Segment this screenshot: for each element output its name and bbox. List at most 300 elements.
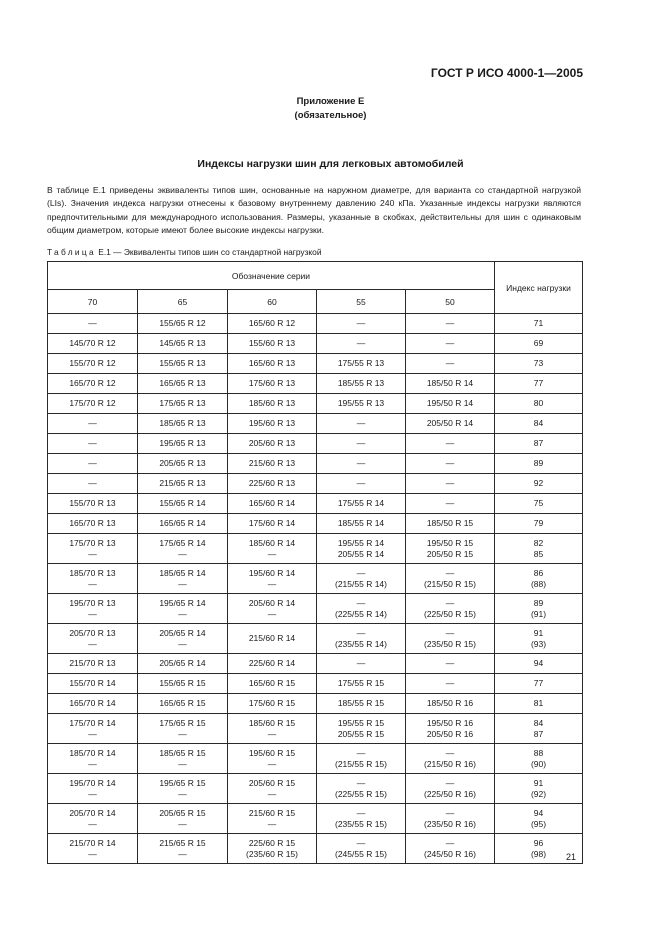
tire-size-cell	[317, 714, 406, 744]
cell-line: 84	[533, 717, 544, 728]
table-row	[48, 354, 583, 374]
cell-line: 175/70 R 13	[69, 537, 116, 548]
tire-size-cell	[317, 394, 406, 414]
cell-line: 165/65 R 14	[159, 518, 206, 528]
tire-size-cell	[228, 654, 317, 674]
table-caption-prefix: Таблица	[47, 247, 96, 257]
load-index-cell	[495, 654, 583, 674]
cell-line: —	[445, 777, 455, 788]
cell-line: 185/55 R 15	[337, 698, 385, 708]
tire-size-cell	[138, 774, 228, 804]
cell-line: (215/50 R 16)	[424, 758, 476, 769]
table-row	[48, 534, 583, 564]
tire-size-cell	[138, 654, 228, 674]
cell-line: —	[88, 638, 97, 649]
tire-size-cell	[406, 654, 495, 674]
tire-size-cell	[228, 474, 317, 494]
cell-line: —	[445, 498, 455, 508]
table-row	[48, 314, 583, 334]
page-number: 21	[565, 852, 576, 862]
load-index-cell	[495, 804, 583, 834]
cell-line: 195/55 R 15	[337, 717, 385, 728]
cell-line: —	[445, 318, 455, 328]
tire-size-cell	[48, 514, 138, 534]
table-row	[48, 374, 583, 394]
load-index-cell	[495, 744, 583, 774]
tire-size-cell	[138, 474, 228, 494]
cell-line: (235/60 R 15)	[246, 848, 298, 859]
cell-line: 155/60 R 13	[248, 338, 296, 348]
tire-size-cell	[406, 714, 495, 744]
load-index-cell	[495, 474, 583, 494]
load-index-cell	[495, 334, 583, 354]
tire-size-cell	[228, 454, 317, 474]
tire-size-cell	[406, 454, 495, 474]
cell-line: 155/70 R 12	[69, 358, 116, 368]
cell-line: —	[88, 458, 97, 468]
cell-line: (235/50 R 16)	[424, 818, 476, 829]
tire-size-cell	[406, 674, 495, 694]
tire-size-cell	[228, 834, 317, 864]
cell-line: 155/65 R 12	[159, 318, 206, 328]
cell-line: 195/50 R 14	[426, 398, 474, 408]
cell-line: 205/60 R 13	[248, 438, 296, 448]
intro-paragraph: В таблице Е.1 приведены эквиваленты типов шин, основанные на наружном диаметре, для варианта со стандартной нагрузкой (LIs). Значения индекса нагрузки отнесены к базовому внутреннему давлению 240 кПа. Указанные индексы нагрузки являются предпочтительными для международного использования. Размеры, указанные в скобках, действительны для шин с одинаковым общим диаметром, которые имеют более высокие индексы нагрузки.	[47, 185, 581, 236]
cell-line: 195/70 R 14	[69, 777, 116, 788]
cell-line: 86	[533, 567, 544, 578]
tire-size-cell	[138, 674, 228, 694]
cell-line: 91	[533, 777, 544, 788]
cell-line: 205/50 R 14	[426, 418, 474, 428]
tire-size-cell	[228, 494, 317, 514]
cell-line: —	[356, 567, 366, 578]
cell-line: (245/50 R 16)	[424, 848, 476, 859]
cell-line: 165/65 R 13	[159, 378, 206, 388]
cell-line: —	[178, 548, 187, 559]
cell-line: (215/55 R 15)	[335, 758, 387, 769]
tire-size-cell	[317, 414, 406, 434]
series-header: Обозначение серии	[48, 262, 495, 290]
cell-line: 165/70 R 13	[69, 518, 116, 528]
tire-size-cell	[228, 414, 317, 434]
tire-size-cell	[138, 414, 228, 434]
tire-size-cell	[406, 804, 495, 834]
cell-line: 85	[533, 548, 544, 559]
load-index-table	[47, 261, 583, 864]
cell-line: 71	[533, 318, 544, 328]
cell-line: 175/70 R 12	[69, 398, 116, 408]
cell-line: —	[178, 848, 187, 859]
cell-line: 175/65 R 14	[159, 537, 206, 548]
cell-line: 195/60 R 13	[248, 418, 296, 428]
cell-line: 185/65 R 14	[159, 567, 206, 578]
cell-line: 185/65 R 13	[159, 418, 206, 428]
cell-line: (235/55 R 15)	[335, 818, 387, 829]
cell-line: —	[88, 818, 97, 829]
cell-line: 205/65 R 14	[159, 627, 206, 638]
cell-line: 205/65 R 13	[159, 458, 206, 468]
cell-line: 195/70 R 13	[69, 597, 116, 608]
cell-line: 215/60 R 15	[248, 807, 296, 818]
cell-line: —	[88, 478, 97, 488]
cell-line: 165/70 R 12	[69, 378, 116, 388]
table-row	[48, 674, 583, 694]
load-index-cell	[495, 454, 583, 474]
cell-line: 145/70 R 12	[69, 338, 116, 348]
cell-line: 195/65 R 14	[159, 597, 206, 608]
table-row	[48, 564, 583, 594]
tire-size-cell	[48, 374, 138, 394]
tire-size-cell	[138, 494, 228, 514]
cell-line: 92	[533, 478, 544, 488]
cell-line: —	[445, 567, 455, 578]
tire-size-cell	[317, 494, 406, 514]
table-row	[48, 744, 583, 774]
cell-line: —	[356, 438, 366, 448]
tire-size-cell	[48, 354, 138, 374]
cell-line: —	[88, 438, 97, 448]
cell-line: 185/60 R 14	[248, 537, 296, 548]
cell-line: —	[445, 358, 455, 368]
cell-line: —	[445, 627, 455, 638]
tire-size-cell	[406, 334, 495, 354]
cell-line: 225/60 R 15	[248, 837, 296, 848]
cell-line: 195/65 R 15	[159, 777, 206, 788]
tire-size-cell	[138, 834, 228, 864]
cell-line: —	[356, 418, 366, 428]
cell-line: —	[267, 788, 277, 799]
tire-size-cell	[48, 434, 138, 454]
cell-line: 195/50 R 16	[426, 717, 474, 728]
cell-line: 87	[533, 728, 544, 739]
cell-line: 185/55 R 13	[337, 378, 385, 388]
tire-size-cell	[228, 744, 317, 774]
cell-line: 195/50 R 15	[426, 537, 474, 548]
table-row	[48, 804, 583, 834]
cell-line: 165/60 R 15	[248, 678, 296, 688]
cell-line: (91)	[530, 608, 547, 619]
cell-line: 225/60 R 14	[248, 658, 296, 668]
cell-line: —	[356, 318, 366, 328]
table-row	[48, 624, 583, 654]
cell-line: 205/65 R 14	[159, 658, 206, 668]
tire-size-cell	[406, 834, 495, 864]
cell-line: 165/60 R 14	[248, 498, 296, 508]
cell-line: 215/65 R 15	[159, 837, 206, 848]
page-title: Индексы нагрузки шин для легковых автомобилей	[197, 158, 464, 170]
table-row	[48, 394, 583, 414]
table-row	[48, 474, 583, 494]
cell-line: 195/55 R 13	[337, 398, 385, 408]
series-70-header: 70	[48, 290, 138, 314]
tire-size-cell	[138, 354, 228, 374]
series-55-header: 55	[317, 290, 406, 314]
load-index-cell	[495, 314, 583, 334]
tire-size-cell	[317, 674, 406, 694]
cell-line: (235/50 R 15)	[424, 638, 476, 649]
tire-size-cell	[138, 564, 228, 594]
cell-line: 91	[533, 627, 544, 638]
tire-size-cell	[48, 594, 138, 624]
table-caption-text: Е.1 — Эквиваленты типов шин со стандартной нагрузкой	[95, 247, 322, 257]
cell-line: (92)	[530, 788, 547, 799]
cell-line: 155/70 R 14	[69, 678, 116, 688]
cell-line: 77	[533, 678, 544, 688]
cell-line: (88)	[530, 578, 547, 589]
cell-line: 185/65 R 15	[159, 747, 206, 758]
cell-line: 175/55 R 13	[337, 358, 385, 368]
tire-size-cell	[138, 394, 228, 414]
cell-line: 73	[533, 358, 544, 368]
tire-size-cell	[317, 454, 406, 474]
cell-line: —	[88, 788, 97, 799]
load-index-cell	[495, 594, 583, 624]
cell-line: 195/55 R 14	[337, 537, 385, 548]
tire-size-cell	[228, 804, 317, 834]
cell-line: —	[178, 578, 187, 589]
tire-size-cell	[317, 374, 406, 394]
tire-size-cell	[48, 694, 138, 714]
cell-line: —	[88, 758, 97, 769]
cell-line: (225/50 R 16)	[424, 788, 476, 799]
cell-line: (98)	[530, 848, 547, 859]
tire-size-cell	[48, 744, 138, 774]
tire-size-cell	[48, 654, 138, 674]
cell-line: —	[356, 627, 366, 638]
load-index-cell	[495, 394, 583, 414]
cell-line: 155/65 R 13	[159, 358, 206, 368]
cell-line: 165/60 R 13	[248, 358, 296, 368]
cell-line: 175/55 R 14	[337, 498, 385, 508]
tire-size-cell	[48, 564, 138, 594]
tire-size-cell	[228, 774, 317, 804]
tire-size-cell	[48, 314, 138, 334]
cell-line: —	[267, 758, 277, 769]
tire-size-cell	[48, 624, 138, 654]
cell-line: 175/70 R 14	[69, 717, 116, 728]
tire-size-cell	[317, 744, 406, 774]
cell-line: 81	[533, 698, 544, 708]
tire-size-cell	[138, 744, 228, 774]
cell-line: —	[445, 478, 455, 488]
cell-line: —	[445, 338, 455, 348]
tire-size-cell	[138, 714, 228, 744]
tire-size-cell	[317, 474, 406, 494]
cell-line: —	[88, 728, 97, 739]
tire-size-cell	[317, 654, 406, 674]
table-row	[48, 454, 583, 474]
tire-size-cell	[317, 534, 406, 564]
cell-line: —	[178, 788, 187, 799]
tire-size-cell	[406, 414, 495, 434]
table-row	[48, 774, 583, 804]
tire-size-cell	[406, 624, 495, 654]
cell-line: (235/55 R 14)	[335, 638, 387, 649]
cell-line: —	[445, 438, 455, 448]
cell-line: —	[178, 608, 187, 619]
cell-line: —	[445, 458, 455, 468]
cell-line: (215/55 R 14)	[335, 578, 387, 589]
tire-size-cell	[317, 694, 406, 714]
table-caption	[47, 247, 322, 257]
tire-size-cell	[228, 374, 317, 394]
load-index-cell	[495, 564, 583, 594]
tire-size-cell	[228, 434, 317, 454]
tire-size-cell	[228, 334, 317, 354]
tire-size-cell	[228, 534, 317, 564]
cell-line: 195/65 R 13	[159, 438, 206, 448]
cell-line: 215/60 R 14	[248, 633, 296, 643]
cell-line: —	[178, 728, 187, 739]
cell-line: 185/70 R 13	[69, 567, 116, 578]
cell-line: —	[356, 478, 366, 488]
cell-line: —	[267, 548, 277, 559]
tire-size-cell	[317, 624, 406, 654]
cell-line: 84	[533, 418, 544, 428]
cell-line: 75	[533, 498, 544, 508]
load-index-cell	[495, 624, 583, 654]
tire-size-cell	[406, 694, 495, 714]
cell-line: 205/60 R 15	[248, 777, 296, 788]
tire-size-cell	[317, 314, 406, 334]
cell-line: 69	[533, 338, 544, 348]
tire-size-cell	[406, 514, 495, 534]
tire-size-cell	[228, 624, 317, 654]
cell-line: —	[88, 608, 97, 619]
cell-line: —	[445, 747, 455, 758]
tire-size-cell	[48, 454, 138, 474]
cell-line: 96	[533, 837, 544, 848]
table-row	[48, 594, 583, 624]
cell-line: —	[178, 638, 187, 649]
tire-size-cell	[228, 564, 317, 594]
cell-line: (225/50 R 15)	[424, 608, 476, 619]
tire-size-cell	[317, 834, 406, 864]
cell-line: 205/50 R 16	[426, 728, 474, 739]
cell-line: (245/55 R 15)	[335, 848, 387, 859]
table-row	[48, 414, 583, 434]
cell-line: —	[445, 597, 455, 608]
cell-line: —	[356, 747, 366, 758]
load-index-cell	[495, 354, 583, 374]
tire-size-cell	[406, 534, 495, 564]
tire-size-cell	[48, 414, 138, 434]
tire-size-cell	[48, 674, 138, 694]
series-65-header: 65	[138, 290, 228, 314]
tire-size-cell	[48, 334, 138, 354]
cell-line: 80	[533, 398, 544, 408]
load-index-cell	[495, 694, 583, 714]
tire-size-cell	[317, 594, 406, 624]
cell-line: —	[267, 578, 277, 589]
cell-line: 195/60 R 14	[248, 567, 296, 578]
cell-line: —	[267, 818, 277, 829]
load-index-cell	[495, 374, 583, 394]
cell-line: —	[88, 848, 97, 859]
tire-size-cell	[317, 774, 406, 804]
tire-size-cell	[48, 474, 138, 494]
table-row	[48, 514, 583, 534]
cell-line: 205/55 R 15	[337, 728, 385, 739]
cell-line: 175/60 R 15	[248, 698, 296, 708]
cell-line: 175/60 R 13	[248, 378, 296, 388]
cell-line: 185/60 R 13	[248, 398, 296, 408]
tire-size-cell	[48, 534, 138, 564]
load-index-cell	[495, 414, 583, 434]
cell-line: 77	[533, 378, 544, 388]
cell-line: 195/60 R 15	[248, 747, 296, 758]
cell-line: 205/65 R 15	[159, 807, 206, 818]
load-index-cell	[495, 534, 583, 564]
tire-size-cell	[228, 694, 317, 714]
tire-size-cell	[48, 804, 138, 834]
cell-line: (225/55 R 15)	[335, 788, 387, 799]
annex-heading	[0, 95, 661, 123]
cell-line: —	[267, 608, 277, 619]
cell-line: —	[445, 807, 455, 818]
cell-line: —	[356, 807, 366, 818]
cell-line: 155/65 R 15	[159, 678, 206, 688]
cell-line: —	[88, 548, 97, 559]
tire-size-cell	[406, 394, 495, 414]
cell-line: —	[445, 658, 455, 668]
tire-size-cell	[406, 594, 495, 624]
tire-size-cell	[138, 694, 228, 714]
cell-line: 87	[533, 438, 544, 448]
series-60-header: 60	[228, 290, 317, 314]
load-index-header: Индекс нагрузки	[495, 262, 583, 314]
cell-line: 225/60 R 13	[248, 478, 296, 488]
cell-line: 185/50 R 15	[426, 518, 474, 528]
tire-size-cell	[317, 334, 406, 354]
cell-line: —	[356, 458, 366, 468]
tire-size-cell	[317, 804, 406, 834]
table-row	[48, 694, 583, 714]
cell-line: 175/55 R 15	[337, 678, 385, 688]
cell-line: (215/50 R 15)	[424, 578, 476, 589]
cell-line: 165/65 R 15	[159, 698, 206, 708]
cell-line: (225/55 R 14)	[335, 608, 387, 619]
tire-size-cell	[228, 714, 317, 744]
cell-line: —	[356, 597, 366, 608]
cell-line: 94	[533, 807, 544, 818]
cell-line: 215/70 R 13	[69, 658, 116, 668]
tire-size-cell	[317, 434, 406, 454]
table-row	[48, 434, 583, 454]
tire-size-cell	[406, 744, 495, 774]
load-index-cell	[495, 774, 583, 804]
cell-line: (95)	[530, 818, 547, 829]
cell-line: 185/50 R 14	[426, 378, 474, 388]
cell-line: 165/70 R 14	[69, 698, 116, 708]
tire-size-cell	[228, 674, 317, 694]
tire-size-cell	[138, 434, 228, 454]
cell-line: 155/70 R 13	[69, 498, 116, 508]
cell-line: 205/60 R 14	[248, 597, 296, 608]
load-index-cell	[495, 494, 583, 514]
tire-size-cell	[138, 314, 228, 334]
tire-size-cell	[48, 714, 138, 744]
table-row	[48, 334, 583, 354]
cell-line: 185/50 R 16	[426, 698, 474, 708]
tire-size-cell	[228, 394, 317, 414]
cell-line: 145/65 R 13	[159, 338, 206, 348]
cell-line: —	[356, 338, 366, 348]
tire-size-cell	[138, 334, 228, 354]
cell-line: 89	[533, 458, 544, 468]
cell-line: —	[445, 837, 455, 848]
tire-size-cell	[48, 494, 138, 514]
